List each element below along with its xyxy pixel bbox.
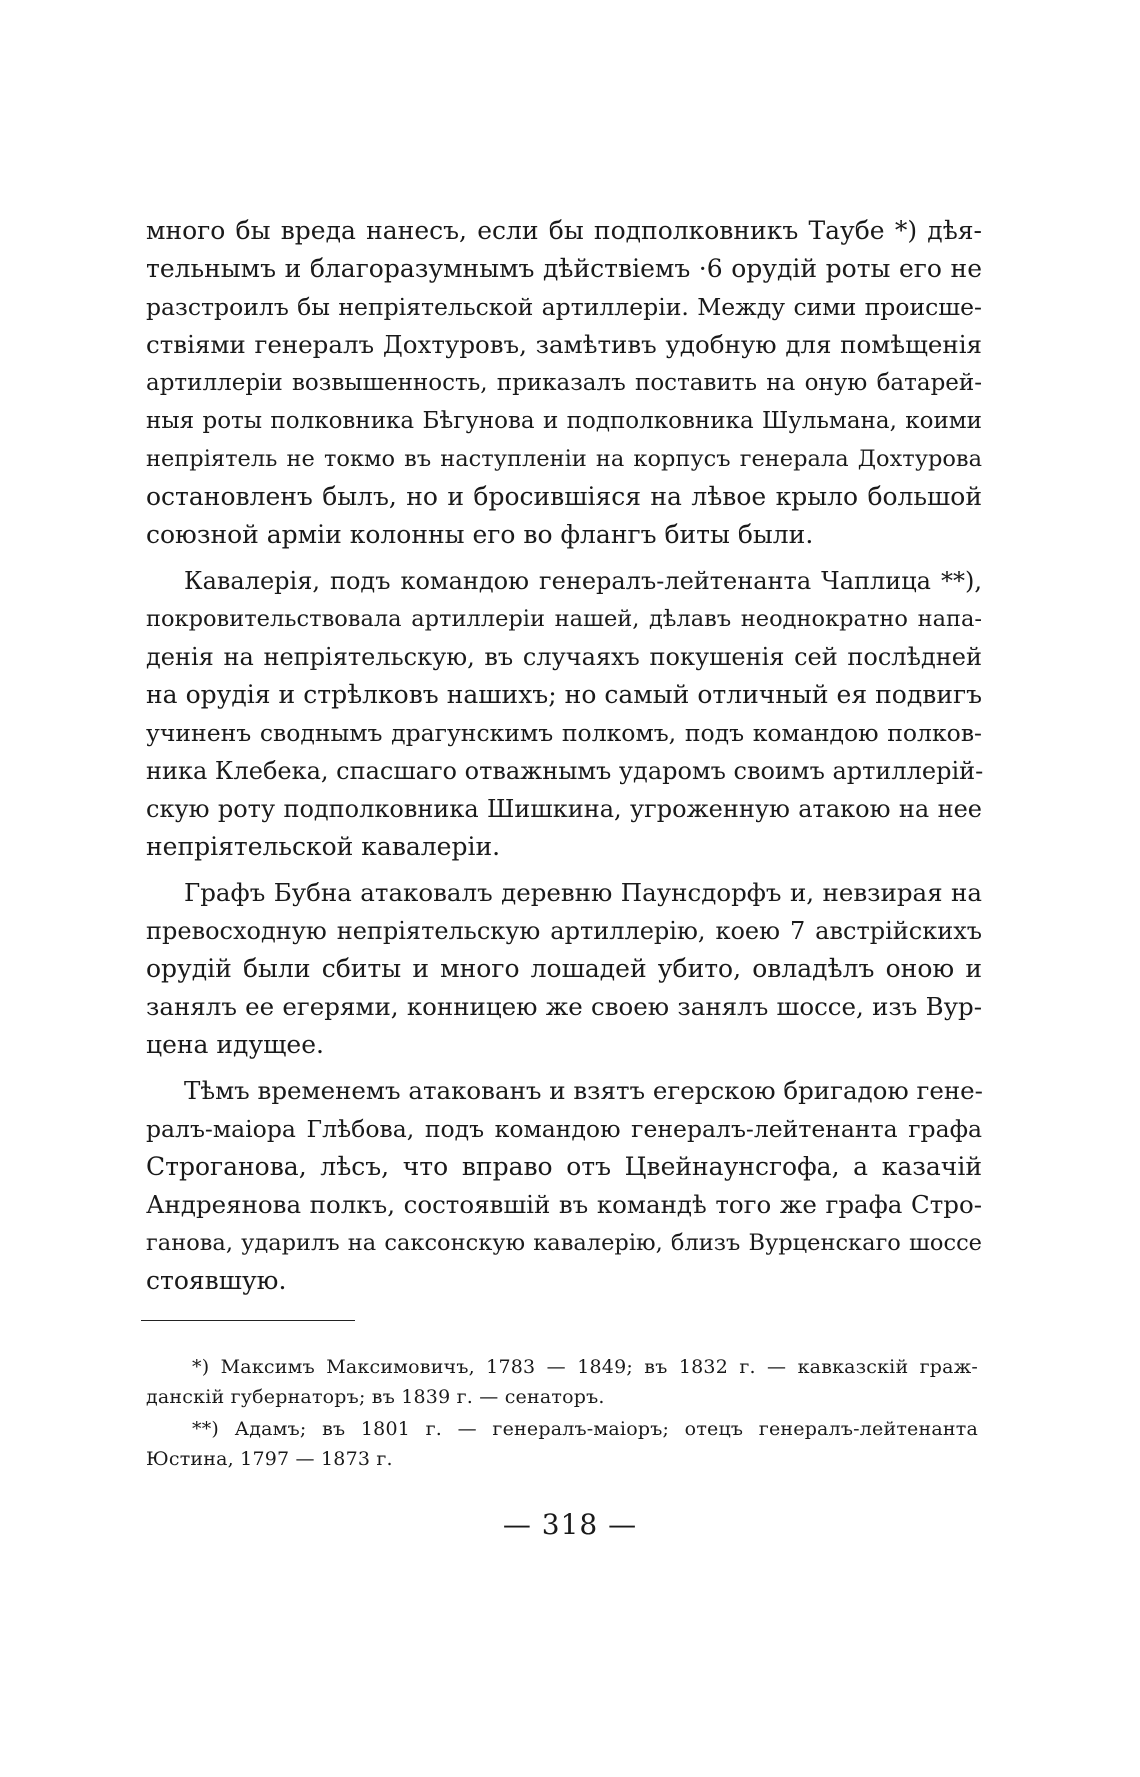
footnote-line: данскій губернаторъ; въ 1839 г. — сенаторъ. (146, 1386, 605, 1408)
text-line: тельнымъ и благоразумнымъ дѣйствіемъ ·6 орудій роты его не (146, 254, 982, 283)
text-line: орудій были сбиты и много лошадей убито, овладѣлъ оною и (146, 954, 982, 983)
text-line: остановленъ былъ, но и бросившіяся на лѣвое крыло большой (146, 482, 982, 511)
text-line: союзной арміи колонны его во флангъ биты были. (146, 520, 814, 549)
footnote-divider (141, 1320, 355, 1321)
text-line: ганова, ударилъ на саксонскую кавалерію, близъ Вурценскаго шоссе (146, 1230, 982, 1256)
text-line: превосходную непріятельскую артиллерію, коею 7 австрійскихъ (146, 917, 982, 945)
footnote (146, 1414, 978, 1474)
text-line: на орудія и стрѣлковъ нашихъ; но самый отличный ея подвигъ (146, 680, 982, 709)
paragraph (146, 212, 982, 554)
text-line: учиненъ своднымъ драгунскимъ полкомъ, подъ командою полков- (146, 719, 982, 747)
text-line: Графъ Бубна атаковалъ деревню Паунсдорфъ и, невзирая на (184, 878, 982, 907)
paragraph (146, 562, 982, 866)
text-line: покровительствовала артиллеріи нашей, дѣлавъ неоднократно напа- (146, 606, 982, 632)
text-line: денія на непріятельскую, въ случаяхъ покушенія сей послѣдней (146, 643, 982, 671)
text-line: ралъ-маіора Глѣбова, подъ командою генералъ-лейтенанта графа (146, 1115, 982, 1143)
paragraph (146, 1072, 982, 1300)
text-line: стоявшую. (146, 1266, 287, 1295)
text-line: много бы вреда нанесъ, если бы подполковникъ Таубе *) дѣя- (146, 216, 982, 245)
paragraph (146, 874, 982, 1064)
text-line: занялъ ее егерями, конницею же своею занялъ шоссе, изъ Вур- (146, 992, 982, 1021)
text-line: ствіями генералъ Дохтуровъ, замѣтивъ удобную для помѣщенія (146, 330, 982, 359)
text-line: ника Клебека, спасшаго отважнымъ ударомъ своимъ артиллерій- (146, 757, 984, 785)
footnotes (146, 1352, 978, 1474)
footnote-line: Юстина, 1797 — 1873 г. (146, 1448, 393, 1470)
text-line: ныя роты полковника Бѣгунова и подполковника Шульмана, коими (146, 408, 982, 434)
page-number: — 318 — (502, 1508, 638, 1541)
text-line: артиллеріи возвышенность, приказалъ поставить на оную батарей- (146, 370, 982, 396)
text-line: Андреянова полкъ, состоявшій въ командѣ того же графа Стро- (146, 1190, 982, 1219)
footnote-line: **) Адамъ; въ 1801 г. — генералъ-маіоръ; отецъ генералъ-лейтенанта (192, 1418, 978, 1440)
text-line: скую роту подполковника Шишкина, угроженную атакою на нее (146, 795, 982, 823)
text-line: непріятель не токмо въ наступленіи на корпусъ генерала Дохтурова (146, 446, 982, 472)
text-line: разстроилъ бы непріятельской артиллеріи. Между сими происше- (146, 293, 982, 321)
text-line: Кавалерія, подъ командою генералъ-лейтенанта Чаплица **), (184, 567, 982, 595)
text-line: непріятельской кавалеріи. (146, 832, 501, 861)
footnote-line: *) Максимъ Максимовичъ, 1783 — 1849; въ 1832 г. — кавказскій граж- (192, 1356, 978, 1378)
main-text (146, 212, 982, 1300)
text-line: цена идущее. (146, 1030, 324, 1059)
text-line: Строганова, лѣсъ, что вправо отъ Цвейнаунсгофа, а казачій (146, 1152, 982, 1181)
text-line: Тѣмъ временемъ атакованъ и взятъ егерскою бригадою гене- (184, 1076, 983, 1105)
footnote (146, 1352, 978, 1412)
